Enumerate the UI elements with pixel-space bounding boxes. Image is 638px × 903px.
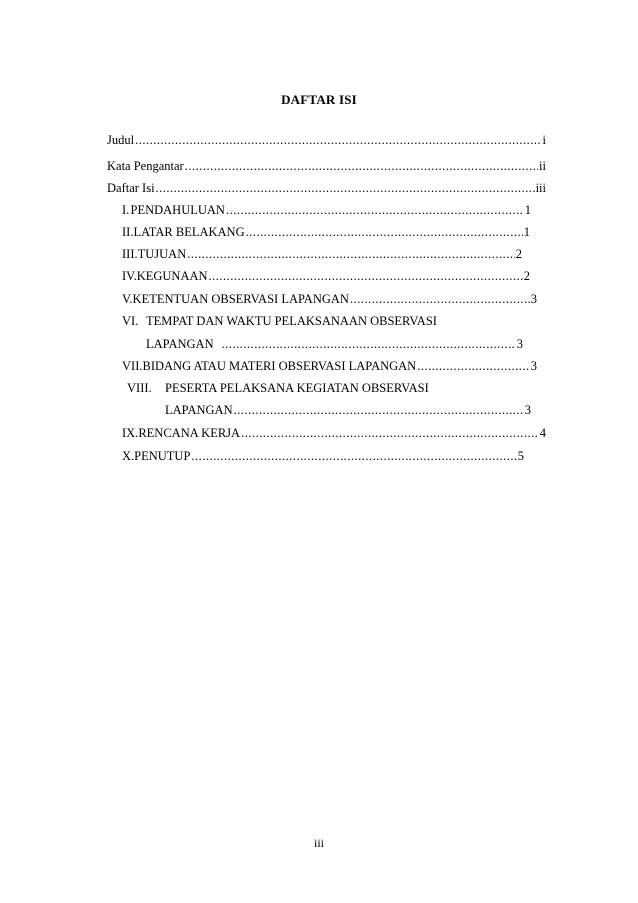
chapter-number: III.: [122, 247, 138, 261]
dot-leader: [209, 268, 523, 284]
dot-leader: [350, 291, 530, 307]
chapter-label: BIDANG ATAU MATERI OBSERVASI LAPANGAN: [142, 359, 417, 373]
dot-leader: [417, 358, 530, 374]
toc-chapter-6-first-line: [122, 313, 437, 329]
dot-leader: [185, 158, 538, 174]
chapter-number: V.: [122, 292, 133, 306]
toc-entry-page: iii: [535, 181, 546, 195]
chapter-label: TUJUAN: [137, 247, 187, 261]
toc-chapter-6: [146, 336, 523, 352]
toc-chapter-3: [122, 246, 522, 262]
chapter-page: 3: [516, 337, 523, 351]
toc-entry-page: ii: [539, 159, 546, 173]
page-number: iii: [313, 836, 324, 850]
chapter-label: TEMPAT DAN WAKTU PELAKSANAAN OBSERVASI: [146, 314, 437, 328]
chapter-page: 5: [517, 449, 524, 463]
toc-chapter-4: [122, 268, 530, 284]
chapter-number: VII.: [122, 359, 143, 373]
document-title: DAFTAR ISI: [281, 92, 357, 107]
chapter-page: 4: [539, 426, 546, 440]
toc-entry-judul: [107, 132, 546, 148]
dot-leader: [234, 402, 524, 418]
dot-leader: [226, 202, 524, 218]
chapter-label: LATAR BELAKANG: [133, 225, 245, 239]
toc-chapter-9: [122, 425, 546, 441]
dot-leader: [241, 425, 539, 441]
toc-chapter-8-first-line: [127, 380, 429, 396]
chapter-number: X.: [122, 449, 135, 463]
toc-chapter-7: [122, 358, 537, 374]
chapter-number: IV.: [122, 269, 137, 283]
dot-leader: [246, 224, 523, 240]
toc-entry-label: Daftar Isi: [107, 181, 155, 195]
dot-leader: [156, 180, 535, 196]
chapter-page: 3: [524, 403, 531, 417]
toc-chapter-1: [122, 202, 531, 218]
toc-entry-page: i: [542, 133, 546, 147]
dot-leader: [135, 132, 541, 148]
chapter-number: VIII.: [127, 381, 152, 395]
chapter-label: KEGUNAAN: [136, 269, 208, 283]
chapter-label: RENCANA KERJA: [138, 426, 241, 440]
chapter-page: 2: [515, 247, 522, 261]
chapter-page: 3: [530, 292, 537, 306]
chapter-label: PENDAHULUAN: [130, 203, 225, 217]
toc-entry-label: Judul: [107, 133, 135, 147]
chapter-page: 3: [530, 359, 537, 373]
chapter-label-continued: LAPANGAN: [146, 337, 214, 351]
chapter-number: VI.: [122, 314, 139, 328]
chapter-page: 1: [523, 225, 530, 239]
chapter-number: II.: [122, 225, 134, 239]
dot-leader: [187, 246, 515, 262]
chapter-number: IX.: [122, 426, 139, 440]
toc-entry-kata-pengantar: [107, 158, 546, 174]
toc-entry-label: Kata Pengantar: [107, 159, 184, 173]
chapter-label-continued: LAPANGAN: [165, 403, 233, 417]
toc-chapter-8: [165, 402, 531, 418]
dot-leader: [191, 448, 516, 464]
toc-entry-daftar-isi: [107, 180, 546, 196]
dot-leader: [222, 336, 516, 352]
chapter-page: 1: [524, 203, 531, 217]
chapter-page: 2: [523, 269, 530, 283]
chapter-label: KETENTUAN OBSERVASI LAPANGAN: [132, 292, 349, 306]
toc-chapter-2: [122, 224, 530, 240]
chapter-number: I.: [122, 203, 130, 217]
chapter-label: PESERTA PELAKSANA KEGIATAN OBSERVASI: [165, 381, 429, 395]
toc-chapter-5: [122, 291, 537, 307]
chapter-label: PENUTUP: [134, 449, 191, 463]
toc-chapter-10: [122, 448, 524, 464]
